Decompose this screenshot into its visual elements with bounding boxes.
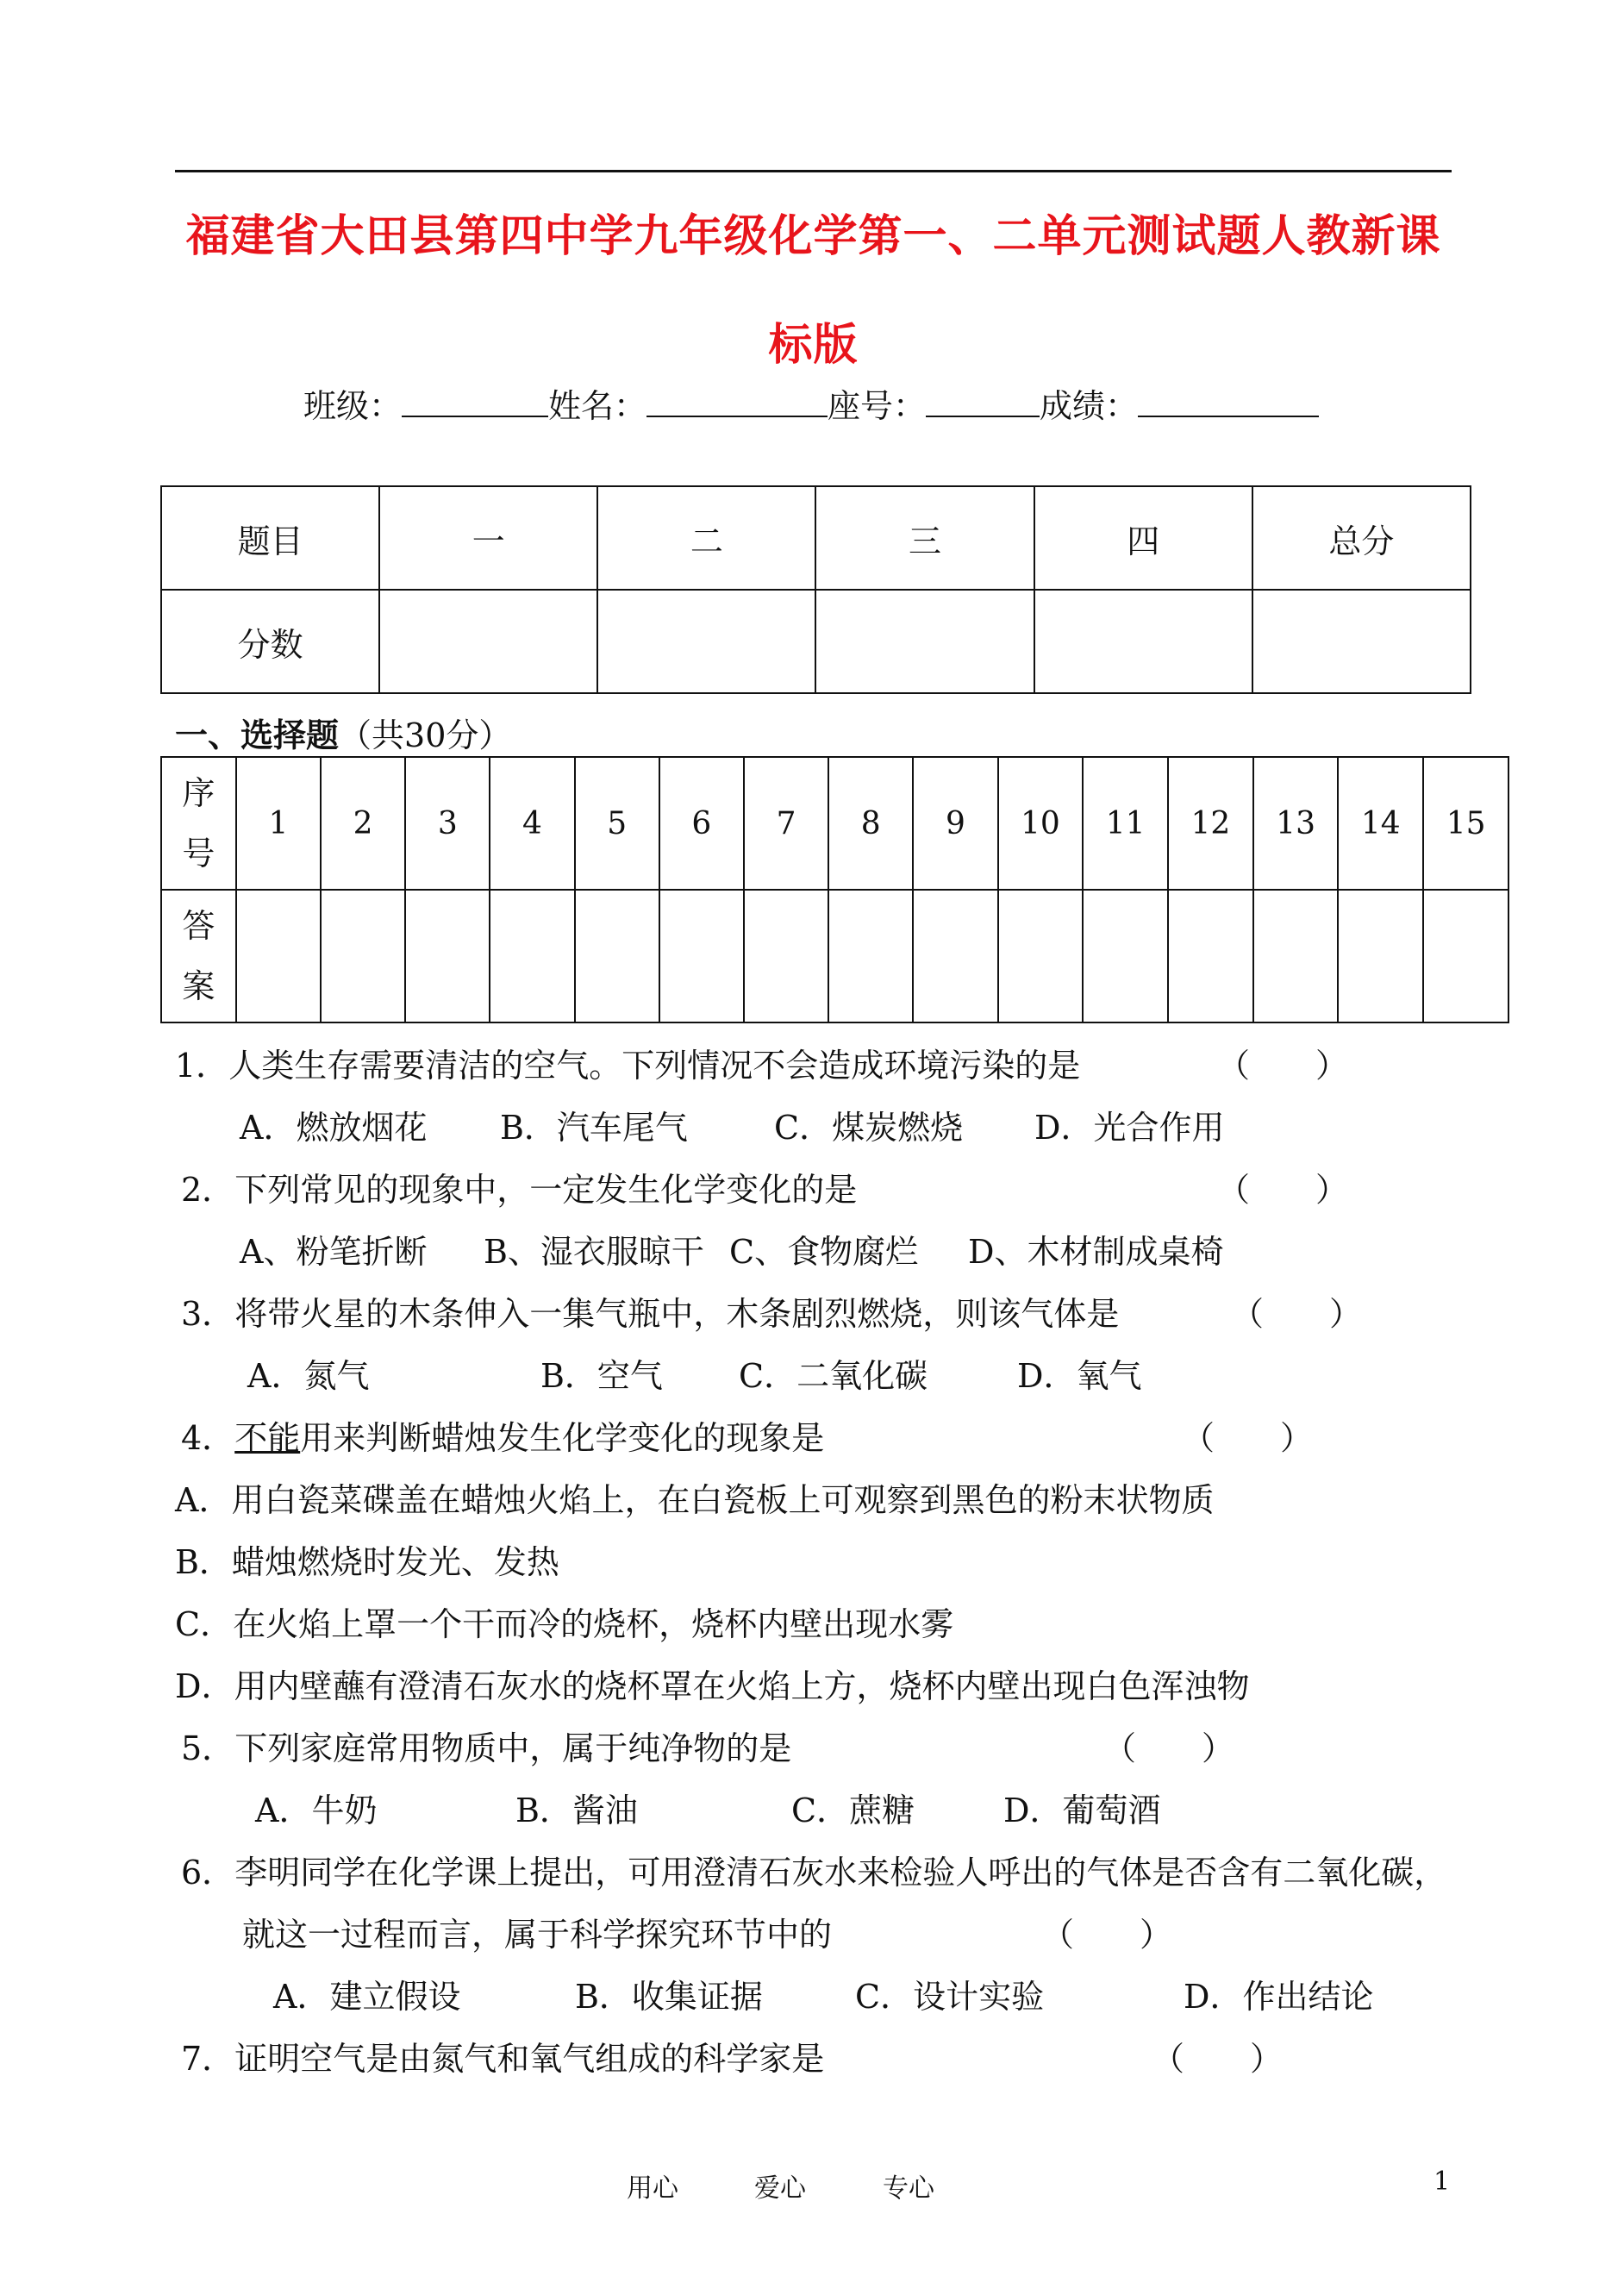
page-number: 1 (1433, 2167, 1451, 2197)
option[interactable]: C．煤炭燃烧 (774, 1109, 964, 1147)
number-row-label (161, 757, 236, 890)
score-header-cell: 二 (597, 486, 815, 590)
question-5-options (255, 1784, 1160, 1831)
question-number: 8 (828, 757, 913, 890)
row-label-char: 号 (182, 835, 215, 872)
score-cell[interactable] (1252, 590, 1471, 693)
question-text: 用来判断蜡烛发生化学变化的现象是 (300, 1419, 825, 1457)
question-number: 12 (1168, 757, 1253, 890)
question-number: 2 (321, 757, 405, 890)
question-1-options (240, 1101, 1224, 1148)
option[interactable]: C．在火焰上罩一个干而冷的烧杯，烧杯内壁出现水雾 (175, 1605, 954, 1643)
answer-cell[interactable] (490, 890, 574, 1022)
section-heading (175, 709, 511, 756)
student-info-line (303, 379, 1319, 427)
answer-cell[interactable] (998, 890, 1084, 1022)
answer-paren[interactable]: （ ） (1231, 1295, 1363, 1333)
header-rule (175, 170, 1452, 172)
answer-cell[interactable] (1253, 890, 1339, 1022)
question-4 (181, 1411, 824, 1459)
score-header-cell: 总分 (1252, 486, 1471, 590)
seat-blank[interactable] (926, 385, 1040, 417)
option[interactable]: B．收集证据 (575, 1978, 763, 2016)
question-number: 7 (744, 757, 828, 890)
answer-cell[interactable] (1423, 890, 1508, 1022)
answer-cell[interactable] (405, 890, 490, 1022)
answer-row (161, 890, 1508, 1022)
answer-paren[interactable]: （ ） (1217, 1171, 1349, 1209)
question-number: 5 (575, 757, 659, 890)
row-label-char: 答 (182, 907, 215, 945)
score-header-cell: 四 (1034, 486, 1252, 590)
option[interactable]: A、粉笔折断 (240, 1233, 428, 1271)
question-number: 4 (490, 757, 574, 890)
score-row-label: 分数 (161, 590, 379, 693)
question-number: 15 (1423, 757, 1508, 890)
question-text: 证明空气是由氮气和氧气组成的科学家是 (234, 2040, 825, 2078)
name-blank[interactable] (646, 385, 828, 417)
score-cell[interactable] (815, 590, 1034, 693)
answer-cell[interactable] (236, 890, 321, 1022)
option[interactable]: B．空气 (540, 1357, 663, 1395)
option[interactable]: D．光合作用 (1034, 1109, 1225, 1147)
question-number: 4． (181, 1419, 235, 1457)
question-7 (181, 2032, 824, 2079)
question-number: 5． (181, 1729, 235, 1767)
answer-paren[interactable]: （ ） (1217, 1047, 1349, 1085)
question-6-continued: 就这一过程而言，属于科学探究环节中的 (242, 1916, 833, 1954)
question-5 (181, 1722, 791, 1769)
option[interactable]: B．蜡烛燃烧时发光、发热 (175, 1543, 559, 1581)
answer-cell[interactable] (1168, 890, 1253, 1022)
option[interactable]: C．蔗糖 (791, 1792, 915, 1829)
question-number: 13 (1253, 757, 1339, 890)
option[interactable]: D．葡萄酒 (1003, 1792, 1161, 1829)
question-text: 李明同学在化学课上提出，可用澄清石灰水来检验人呼出的气体是否含有二氧化碳， (234, 1854, 1447, 1892)
question-number: 6． (181, 1854, 235, 1892)
question-number: 3 (405, 757, 490, 890)
answer-table (160, 756, 1509, 1023)
answer-cell[interactable] (659, 890, 744, 1022)
page-title: 福建省大田县第四中学九年级化学第一、二单元测试题人教新课标版 (185, 211, 1441, 371)
question-1 (175, 1039, 1080, 1086)
question-number: 11 (1083, 757, 1168, 890)
score-cell[interactable] (379, 590, 597, 693)
section-label: 一、选择题 (175, 716, 340, 754)
answer-paren[interactable]: （ ） (1041, 1916, 1173, 1954)
option[interactable]: C．设计实验 (855, 1978, 1045, 2016)
option[interactable]: B、湿衣服晾干 (484, 1233, 704, 1271)
option[interactable]: A．氮气 (247, 1357, 370, 1395)
question-6-options (273, 1970, 1373, 2017)
option[interactable]: D．作出结论 (1184, 1978, 1374, 2016)
option[interactable]: B．汽车尾气 (500, 1109, 688, 1147)
question-text: 下列家庭常用物质中，属于纯净物的是 (234, 1729, 792, 1767)
score-table (160, 485, 1471, 694)
option[interactable]: A．牛奶 (255, 1792, 378, 1829)
score-table-header-row (161, 486, 1471, 590)
option[interactable]: D．氧气 (1017, 1357, 1142, 1395)
score-label: 成绩： (1040, 387, 1139, 425)
score-header-cell: 三 (815, 486, 1034, 590)
seat-label: 座号： (828, 387, 927, 425)
question-number: 2． (181, 1171, 235, 1209)
question-text: 人类生存需要清洁的空气。下列情况不会造成环境污染的是 (228, 1047, 1081, 1085)
answer-number-row (161, 757, 1508, 890)
question-number: 1． (175, 1047, 229, 1085)
answer-cell[interactable] (828, 890, 913, 1022)
option[interactable]: A．建立假设 (273, 1978, 461, 2016)
answer-cell[interactable] (575, 890, 659, 1022)
answer-cell[interactable] (744, 890, 828, 1022)
question-number: 9 (913, 757, 997, 890)
option[interactable]: D．用内壁蘸有澄清石灰水的烧杯罩在火焰上方，烧杯内壁出现白色浑浊物 (175, 1667, 1250, 1705)
option[interactable]: D、木材制成桌椅 (968, 1233, 1224, 1271)
option[interactable]: A．用白瓷菜碟盖在蜡烛火焰上，在白瓷板上可观察到黑色的粉末状物质 (175, 1481, 1215, 1519)
question-number: 6 (659, 757, 744, 890)
answer-cell[interactable] (1338, 890, 1423, 1022)
score-header-cell: 一 (379, 486, 597, 590)
option[interactable]: B．酱油 (515, 1792, 638, 1829)
question-text: 下列常见的现象中，一定发生化学变化的是 (234, 1171, 858, 1209)
score-cell[interactable] (1034, 590, 1252, 693)
question-emphasis: 不能 (234, 1419, 301, 1457)
question-number: 10 (998, 757, 1084, 890)
section-points: （共30分） (339, 716, 512, 754)
class-label: 班级： (303, 387, 403, 425)
option[interactable]: A．燃放烟花 (240, 1109, 428, 1147)
answer-cell[interactable] (1083, 890, 1168, 1022)
name-label: 姓名： (548, 387, 647, 425)
answer-paren[interactable]: （ ） (1182, 1419, 1314, 1457)
score-table-value-row (161, 590, 1471, 693)
question-6 (181, 1846, 1446, 1893)
question-number: 7． (181, 2040, 235, 2078)
row-label-char: 序 (182, 774, 215, 812)
answer-paren[interactable]: （ ） (1103, 1729, 1235, 1767)
option[interactable]: C、食物腐烂 (729, 1233, 919, 1271)
score-header-cell: 题目 (161, 486, 379, 590)
answer-cell[interactable] (321, 890, 405, 1022)
option[interactable]: C．二氧化碳 (739, 1357, 928, 1395)
question-number: 1 (236, 757, 321, 890)
question-3-options (247, 1349, 1141, 1397)
footer-item: 用心 (627, 2173, 678, 2204)
footer-item: 专心 (883, 2173, 934, 2204)
question-2-options (240, 1225, 1223, 1273)
footer-item: 爱心 (754, 2173, 806, 2204)
answer-cell[interactable] (913, 890, 997, 1022)
row-label-char: 案 (182, 967, 215, 1005)
question-text: 将带火星的木条伸入一集气瓶中，木条剧烈燃烧，则该气体是 (234, 1295, 1120, 1333)
score-cell[interactable] (597, 590, 815, 693)
question-number: 14 (1338, 757, 1423, 890)
answer-paren[interactable]: （ ） (1152, 2040, 1284, 2078)
class-blank[interactable] (402, 385, 548, 417)
question-2 (181, 1163, 857, 1210)
question-number: 3． (181, 1295, 235, 1333)
question-3 (181, 1287, 1119, 1335)
score-blank[interactable] (1138, 385, 1319, 417)
answer-row-label (161, 890, 236, 1022)
